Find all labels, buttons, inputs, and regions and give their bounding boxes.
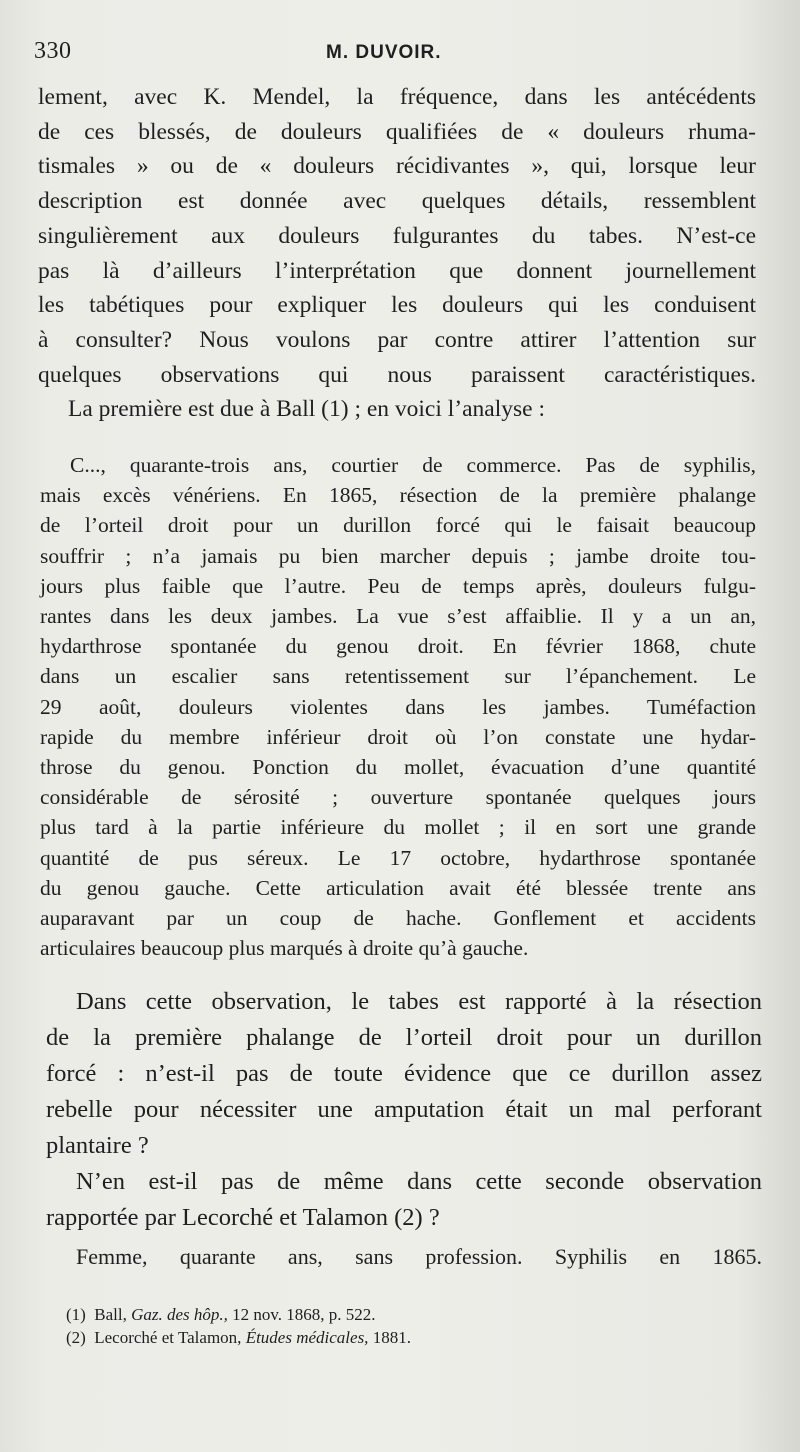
text-line: lement, avec K. Mendel, la fréquence, dans les antécédents <box>38 84 756 110</box>
text-line: hydarthrose spontanée du genou droit. En février 1868, chute <box>40 634 756 659</box>
footnote-number: (1) <box>66 1305 86 1324</box>
text-line: plantaire ? <box>46 1132 149 1159</box>
text-line: pas là d’ailleurs l’interprétation que donnent journellement <box>38 257 756 284</box>
text-line: mais excès vénériens. En 1865, résection de la première phalange <box>40 483 756 508</box>
text-line: plus tard à la partie inférieure du mollet ; il en sort une grande <box>40 815 756 840</box>
text-line: N’en est-il pas de même dans cette seconde observation <box>76 1168 762 1195</box>
text-line: de ces blessés, de douleurs qualifiées de « douleurs rhuma- <box>38 118 756 145</box>
text-line: Dans cette observation, le tabes est rapporté à la résection <box>76 988 762 1015</box>
text-line: rapide du membre inférieur droit où l’on constate une hydar- <box>40 724 756 749</box>
text-line: articulaires beaucoup plus marqués à droite qu’à gauche. <box>40 936 529 961</box>
text-line: singulièrement aux douleurs fulgurantes du tabes. N’est-ce <box>38 222 756 249</box>
text-line: de l’orteil droit pour un durillon forcé qui le faisait beaucoup <box>40 513 756 538</box>
observation-lecorche <box>46 1242 762 1272</box>
text-line: de la première phalange de l’orteil droit pour un durillon <box>46 1024 762 1051</box>
footnote-author: Ball, <box>94 1305 127 1324</box>
text-line: du genou gauche. Cette articulation avait été blessée trente ans <box>40 875 756 900</box>
text-line: considérable de sérosité ; ouverture spontanée quelques jours <box>40 785 756 810</box>
text-line: rebelle pour nécessiter une amputation était un mal perforant <box>46 1096 762 1123</box>
footnote <box>66 1303 666 1326</box>
footnote-reference: 1881. <box>372 1328 411 1347</box>
text-line: à consulter? Nous voulons par contre attirer l’attention sur <box>38 326 756 353</box>
footnote-title: Gaz. des hôp., <box>131 1305 228 1324</box>
text-line: souffrir ; n’a jamais pu bien marcher depuis ; jambe droite tou- <box>40 543 756 568</box>
footnote <box>66 1326 666 1349</box>
text-line: forcé : n’est-il pas de toute évidence que ce durillon assez <box>46 1060 762 1087</box>
text-line: Femme, quarante ans, sans profession. Syphilis en 1865. <box>76 1244 762 1269</box>
page-number: 330 <box>34 38 72 64</box>
text-line: les tabétiques pour expliquer les douleurs qui les conduisent <box>38 292 756 319</box>
page-header <box>34 38 760 68</box>
text-line: rapportée par Lecorché et Talamon (2) ? <box>46 1204 440 1231</box>
text-line: tismales » ou de « douleurs récidivantes », qui, lorsque leur <box>38 153 756 180</box>
text-line: jours plus faible que l’autre. Peu de temps après, douleurs fulgu- <box>40 573 756 598</box>
footnotes <box>66 1303 666 1349</box>
text-line: auparavant par un coup de hache. Gonflement et accidents <box>40 906 756 931</box>
text-line: description est donnée avec quelques détails, ressemblent <box>38 188 756 215</box>
text-line: quelques observations qui nous paraissent caractéristiques. <box>38 361 756 388</box>
paragraph-intro <box>38 80 756 427</box>
text-line: quantité de pus séreux. Le 17 octobre, hydarthrose spontanée <box>40 845 756 870</box>
footnote-title: Études médicales, <box>245 1328 369 1347</box>
footnote-author: Lecorché et Talamon, <box>94 1328 242 1347</box>
text-line: 29 août, douleurs violentes dans les jambes. Tuméfaction <box>40 694 756 719</box>
footnote-number: (2) <box>66 1328 86 1347</box>
observation-ball <box>40 450 756 963</box>
paragraph-discussion <box>46 984 762 1236</box>
text-line: throse du genou. Ponction du mollet, évacuation d’une quantité <box>40 755 756 780</box>
running-head: M. DUVOIR. <box>326 42 442 63</box>
text-line: rantes dans les deux jambes. La vue s’est affaiblie. Il y a un an, <box>40 604 756 629</box>
text-line: dans un escalier sans retentissement sur l’épanchement. Le <box>40 664 756 689</box>
text-line: La première est due à Ball (1) ; en voici l’analyse : <box>68 396 545 423</box>
text-line: C..., quarante-trois ans, courtier de commerce. Pas de syphilis, <box>70 453 756 477</box>
footnote-reference: 12 nov. 1868, p. 522. <box>232 1305 376 1324</box>
